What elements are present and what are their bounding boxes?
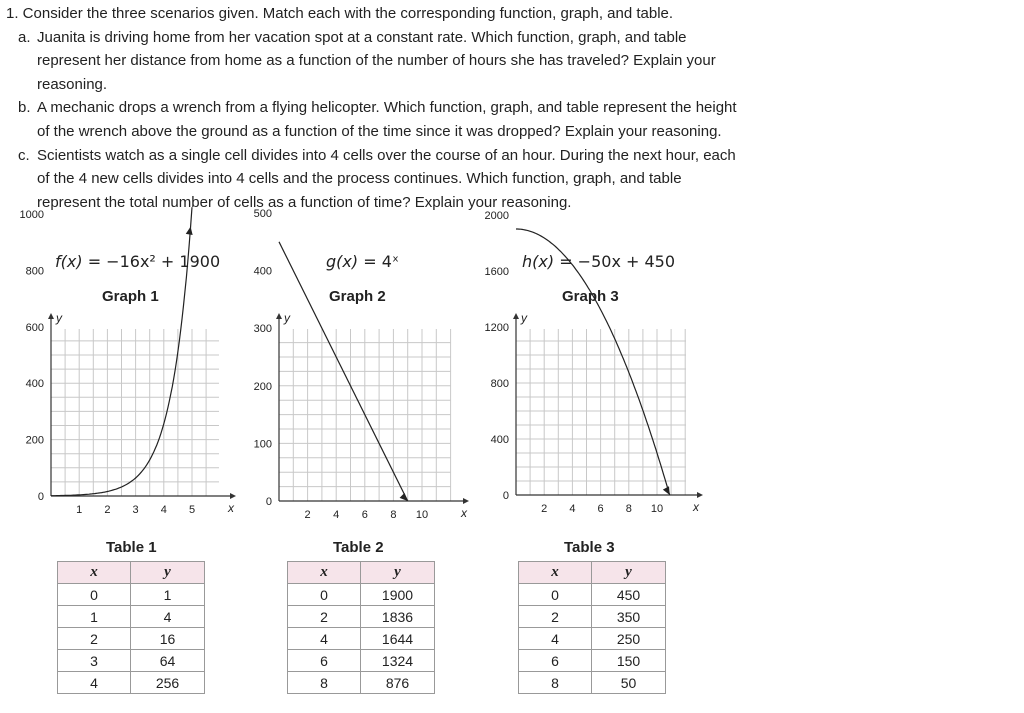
table-header-x: x <box>58 562 131 584</box>
function-name: f(x) <box>55 252 83 271</box>
y-tick-label: 400 <box>253 265 272 278</box>
item-text: Juanita is driving home from her vacation spot at a constant rate. Which function, graph, and table represent her distance from home as a function of the number of hours she has traveled? Explain your reasoning. <box>37 28 716 93</box>
x-tick-label: 2 <box>104 504 111 516</box>
y-tick-label: 0 <box>265 496 272 508</box>
table-row <box>58 628 205 650</box>
cell-y: 1644 <box>361 628 435 650</box>
x-tick-label: 8 <box>625 503 632 515</box>
cell-y: 4 <box>131 606 205 628</box>
x-tick-label: 10 <box>650 503 664 515</box>
y-tick-label: 1000 <box>19 209 44 221</box>
question-intro: 1. Consider the three scenarios given. Match each with the corresponding function, graph, and table. <box>6 5 674 22</box>
x-tick-label: 8 <box>390 509 397 521</box>
y-tick-label: 300 <box>253 323 272 336</box>
table-row <box>519 628 666 650</box>
x-tick-label: 2 <box>541 503 548 515</box>
graph-curve <box>516 229 670 495</box>
table-row <box>288 628 435 650</box>
y-tick-label: 200 <box>25 434 44 447</box>
cell-x: 2 <box>519 606 592 628</box>
cell-y: 350 <box>592 606 666 628</box>
cell-x: 2 <box>288 606 361 628</box>
y-tick-label: 800 <box>25 265 44 278</box>
function-name: h(x) <box>522 252 555 271</box>
y-axis-arrow <box>276 313 282 319</box>
y-tick-label: 0 <box>502 490 509 502</box>
x-axis-arrow <box>230 493 236 499</box>
item-label: c. <box>18 146 30 164</box>
function-expr: = −16x² + 1900 <box>87 252 221 271</box>
cell-y: 16 <box>131 628 205 650</box>
x-axis-label: x <box>693 500 699 514</box>
x-tick-label: 2 <box>304 509 311 521</box>
x-tick-label: 5 <box>188 504 196 516</box>
curve-arrow <box>400 493 411 504</box>
cell-y: 50 <box>592 672 666 694</box>
cell-x: 2 <box>58 628 131 650</box>
x-tick-label: 6 <box>361 509 368 521</box>
x-tick-label: 6 <box>597 503 604 515</box>
table-1-title: Table 1 <box>106 539 157 556</box>
cell-y: 1836 <box>361 606 435 628</box>
y-axis-label: y <box>56 311 62 325</box>
cell-x: 8 <box>288 672 361 694</box>
cell-y: 876 <box>361 672 435 694</box>
x-tick-label: 3 <box>132 504 139 516</box>
y-tick-label: 400 <box>25 378 44 391</box>
table-2 <box>287 561 435 694</box>
graph-3-title: Graph 3 <box>562 288 619 305</box>
x-tick-label: 4 <box>333 509 340 521</box>
x-axis-label: x <box>228 501 234 515</box>
y-tick-label: 800 <box>490 378 509 390</box>
cell-y: 250 <box>592 628 666 650</box>
x-tick-label: 4 <box>569 503 576 515</box>
cell-x: 6 <box>519 650 592 672</box>
y-tick-label: 400 <box>490 434 509 446</box>
table-row <box>288 650 435 672</box>
cell-y: 64 <box>131 650 205 672</box>
table-header-x: x <box>288 562 361 584</box>
item-text: Scientists watch as a single cell divides into 4 cells over the course of an hour. During the next hour, each of the 4 new cells divides into 4 cells and the process continues. Which function, graph, and table represent the total number of cells as a function of time? Explain your reasoning. <box>37 146 736 211</box>
graph-3 <box>485 210 703 515</box>
y-axis-label: y <box>284 311 290 325</box>
item-label: a. <box>18 28 31 46</box>
graph-2 <box>254 208 469 521</box>
table-header-row <box>58 562 205 584</box>
y-tick-label: 0 <box>37 491 44 503</box>
y-tick-label: 100 <box>253 438 272 451</box>
cell-x: 1 <box>58 606 131 628</box>
cell-x: 0 <box>519 584 592 606</box>
y-axis-arrow <box>513 313 519 319</box>
x-tick-label: 10 <box>415 509 429 521</box>
cell-x: 3 <box>58 650 131 672</box>
table-2-title: Table 2 <box>333 539 384 556</box>
graph-1-title: Graph 1 <box>102 288 159 305</box>
table-header-row <box>288 562 435 584</box>
cell-x: 6 <box>288 650 361 672</box>
table-row <box>288 606 435 628</box>
y-axis-label: y <box>521 311 527 325</box>
table-row <box>58 606 205 628</box>
cell-y: 1900 <box>361 584 435 606</box>
table-row <box>519 606 666 628</box>
cell-y: 256 <box>131 672 205 694</box>
y-tick-label: 2000 <box>484 210 509 222</box>
function-expr: = −50x + 450 <box>559 252 676 271</box>
table-header-y: y <box>592 562 666 584</box>
cell-x: 4 <box>519 628 592 650</box>
y-tick-label: 500 <box>253 208 272 220</box>
cell-y: 1324 <box>361 650 435 672</box>
y-tick-label: 600 <box>25 321 44 334</box>
graph-1 <box>20 207 236 516</box>
x-axis-label: x <box>461 506 467 520</box>
table-row <box>519 650 666 672</box>
x-axis-arrow <box>463 498 469 504</box>
cell-y: 450 <box>592 584 666 606</box>
x-tick-label: 1 <box>76 504 83 516</box>
table-row <box>58 650 205 672</box>
y-tick-label: 1200 <box>484 322 509 334</box>
table-row <box>288 672 435 694</box>
item-text: A mechanic drops a wrench from a flying helicopter. Which function, graph, and table represent the height of the wrench above the ground as a function of the time since it was dropped? Explain your reasoning. <box>37 99 737 140</box>
function-expr: = 4ˣ <box>363 252 399 271</box>
cell-x: 8 <box>519 672 592 694</box>
x-tick-label: 4 <box>160 504 167 516</box>
table-3 <box>518 561 666 694</box>
table-header-row <box>519 562 666 584</box>
y-tick-label: 200 <box>253 380 272 393</box>
cell-x: 0 <box>58 584 131 606</box>
y-tick-label: 1600 <box>484 266 509 278</box>
cell-x: 0 <box>288 584 361 606</box>
table-row <box>519 672 666 694</box>
table-3-title: Table 3 <box>564 539 615 556</box>
table-header-x: x <box>519 562 592 584</box>
table-row <box>58 584 205 606</box>
table-row <box>519 584 666 606</box>
table-row <box>58 672 205 694</box>
graph-2-title: Graph 2 <box>329 288 386 305</box>
cell-y: 150 <box>592 650 666 672</box>
cell-y: 1 <box>131 584 205 606</box>
cell-x: 4 <box>58 672 131 694</box>
curve-arrow <box>186 226 194 235</box>
table-1 <box>57 561 205 694</box>
y-axis-arrow <box>48 313 54 319</box>
table-header-y: y <box>361 562 435 584</box>
function-name: g(x) <box>326 252 359 271</box>
cell-x: 4 <box>288 628 361 650</box>
x-axis-arrow <box>697 492 703 498</box>
table-row <box>288 584 435 606</box>
table-header-y: y <box>131 562 205 584</box>
item-label: b. <box>18 99 31 117</box>
